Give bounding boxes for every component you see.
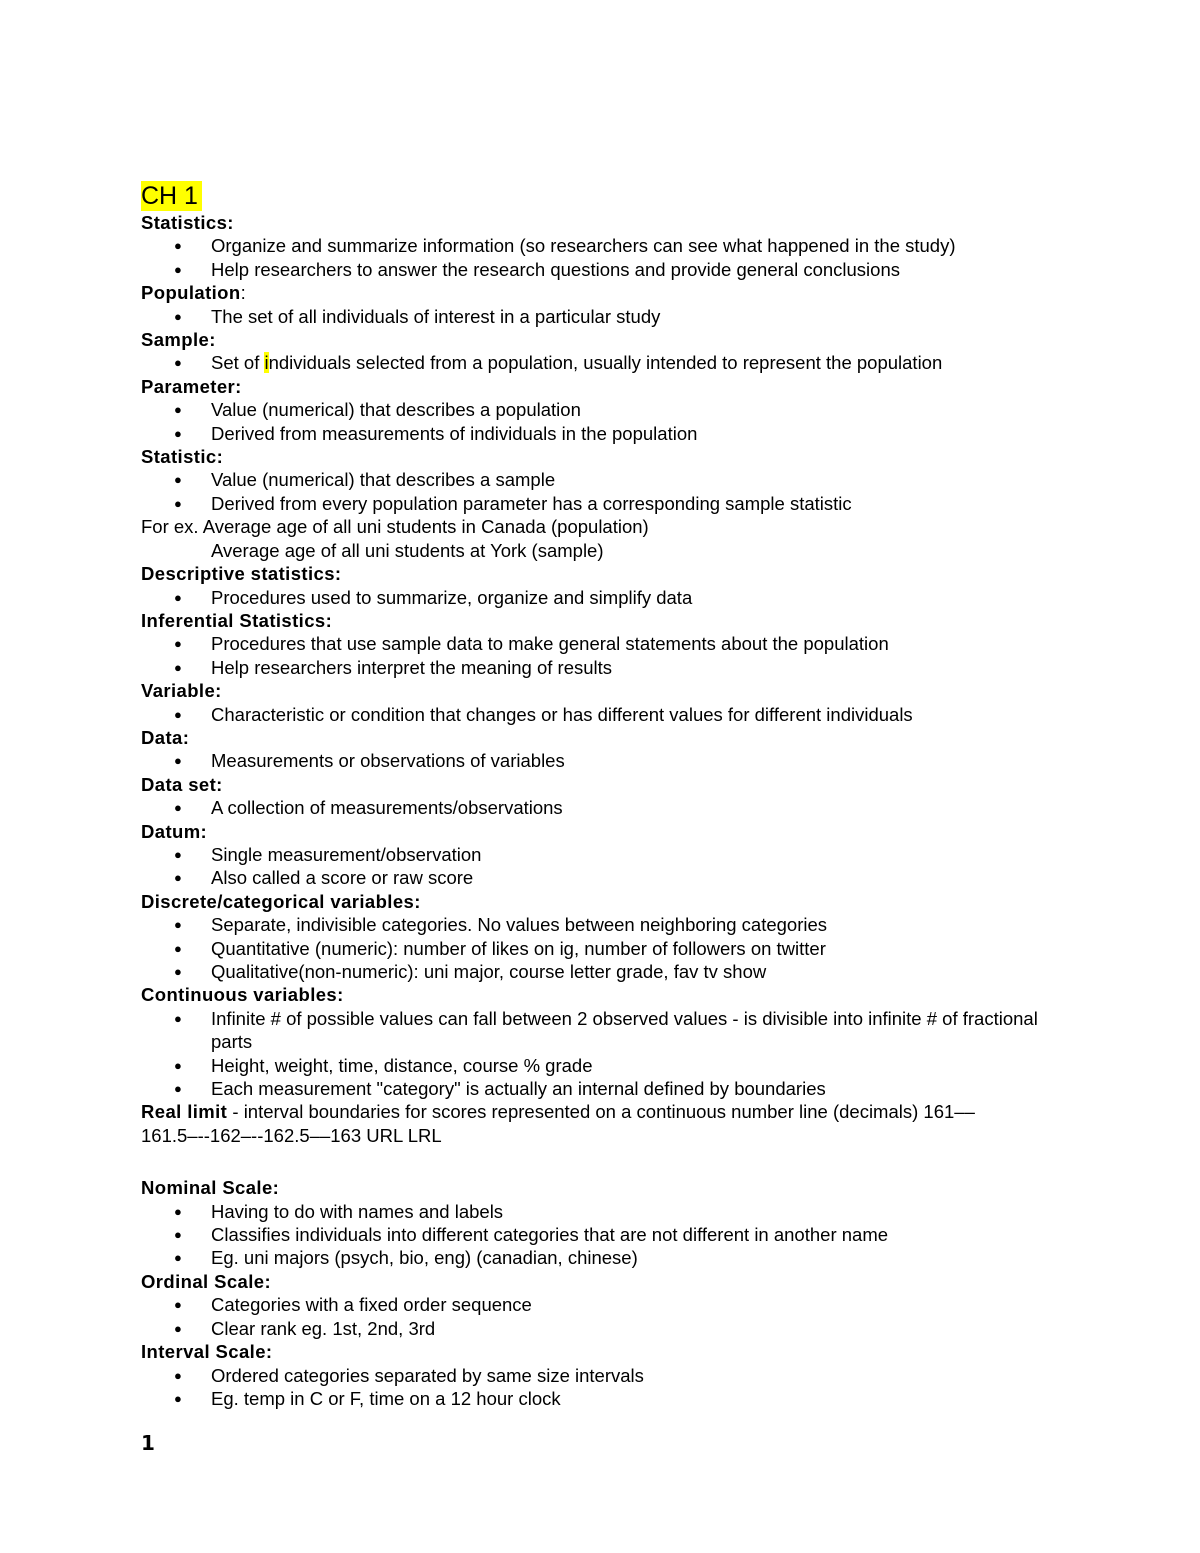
list-item: ● Single measurement/observation bbox=[141, 843, 1056, 866]
term-heading-descriptive-statistics: Descriptive statistics: bbox=[141, 563, 342, 585]
bullet-list-ordinal bbox=[141, 1293, 1056, 1340]
term-heading-ordinal-scale: Ordinal Scale: bbox=[141, 1270, 272, 1292]
bullet-list-nominal bbox=[141, 1200, 1056, 1270]
list-item: ● Value (numerical) that describes a sample bbox=[141, 468, 1056, 491]
blank-line bbox=[141, 1147, 1056, 1176]
term-heading-statistic: Statistic: bbox=[141, 446, 224, 468]
list-item: ● Eg. temp in C or F, time on a 12 hour clock bbox=[141, 1387, 1056, 1410]
list-item: ● Characteristic or condition that changes or has different values for different individuals bbox=[141, 703, 1056, 726]
list-item: ● Having to do with names and labels bbox=[141, 1200, 1056, 1223]
list-item: ● Categories with a fixed order sequence bbox=[141, 1293, 1056, 1316]
highlighted-letter: i bbox=[264, 352, 269, 374]
list-item: ● Organize and summarize information (so researchers can see what happened in the study) bbox=[141, 234, 1056, 257]
list-item: ● Separate, indivisible categories. No values between neighboring categories bbox=[141, 913, 1056, 936]
list-item bbox=[141, 351, 1056, 374]
real-limit-line bbox=[141, 1100, 1056, 1123]
term-heading-data-set: Data set: bbox=[141, 773, 223, 795]
list-item: ● Help researchers interpret the meaning of results bbox=[141, 656, 1056, 679]
list-item: ● Clear rank eg. 1st, 2nd, 3rd bbox=[141, 1317, 1056, 1340]
bullet-list-variable bbox=[141, 703, 1056, 726]
term-heading-variable: Variable: bbox=[141, 680, 222, 702]
term-heading-population bbox=[141, 281, 1056, 304]
bullet-list-interval bbox=[141, 1364, 1056, 1411]
page-number: 1 bbox=[141, 1431, 155, 1455]
list-item: ● Help researchers to answer the research questions and provide general conclusions bbox=[141, 258, 1056, 281]
list-item: ● A collection of measurements/observations bbox=[141, 796, 1056, 819]
bullet-list-continuous bbox=[141, 1007, 1056, 1101]
bullet-list-descriptive bbox=[141, 586, 1056, 609]
list-item: ● Height, weight, time, distance, course % grade bbox=[141, 1054, 1056, 1077]
term-heading-nominal-scale: Nominal Scale: bbox=[141, 1177, 280, 1199]
list-item: ● Also called a score or raw score bbox=[141, 866, 1056, 889]
list-item: ● Procedures that use sample data to make general statements about the population bbox=[141, 632, 1056, 655]
term-heading-continuous-variables: Continuous variables: bbox=[141, 984, 344, 1006]
term-heading-statistics: Statistics: bbox=[141, 212, 234, 233]
list-item: ● Derived from measurements of individuals in the population bbox=[141, 422, 1056, 445]
real-limit-continuation: 161.5–--162–--162.5––163 URL LRL bbox=[141, 1124, 442, 1146]
page-content bbox=[141, 181, 1056, 1410]
term-heading-inferential-statistics: Inferential Statistics: bbox=[141, 609, 333, 631]
list-item: ● Each measurement "category" is actually an internal defined by boundaries bbox=[141, 1077, 1056, 1100]
list-item: ● Measurements or observations of variables bbox=[141, 749, 1056, 772]
list-item: ● Classifies individuals into different categories that are not different in another name bbox=[141, 1223, 1056, 1246]
example-line-indented: Average age of all uni students at York (sample) bbox=[211, 539, 604, 561]
list-item: ● Derived from every population parameter has a corresponding sample statistic bbox=[141, 492, 1056, 515]
list-item: ● Procedures used to summarize, organize and simplify data bbox=[141, 586, 1056, 609]
list-item: ● Ordered categories separated by same size intervals bbox=[141, 1364, 1056, 1387]
bullet-list-inferential bbox=[141, 632, 1056, 679]
bullet-list-data bbox=[141, 749, 1056, 772]
bullet-list-parameter bbox=[141, 398, 1056, 445]
example-line: For ex. Average age of all uni students in Canada (population) bbox=[141, 516, 649, 538]
term-heading-sample: Sample: bbox=[141, 329, 216, 351]
bullet-list-datum bbox=[141, 843, 1056, 890]
bullet-list-data-set bbox=[141, 796, 1056, 819]
term-heading-interval-scale: Interval Scale: bbox=[141, 1341, 273, 1363]
real-limit-definition: - interval boundaries for scores represented on a continuous number line (decimals) 161–– bbox=[227, 1101, 975, 1123]
list-item: ● Value (numerical) that describes a population bbox=[141, 398, 1056, 421]
list-item: ● Eg. uni majors (psych, bio, eng) (canadian, chinese) bbox=[141, 1246, 1056, 1269]
term-heading-parameter: Parameter: bbox=[141, 375, 242, 397]
chapter-title: CH 1 bbox=[141, 181, 202, 211]
list-item: ● Infinite # of possible values can fall between 2 observed values - is divisible into infinite # of fractional parts bbox=[141, 1007, 1056, 1054]
bullet-list-discrete bbox=[141, 913, 1056, 983]
bullet-list-sample bbox=[141, 351, 1056, 374]
text-before: Set of bbox=[211, 352, 265, 374]
term-heading-real-limit: Real limit bbox=[141, 1101, 228, 1123]
term-heading-data: Data: bbox=[141, 726, 190, 748]
term-heading-discrete-variables: Discrete/categorical variables: bbox=[141, 890, 421, 912]
bullet-list-statistics bbox=[141, 234, 1056, 281]
bullet-list-statistic bbox=[141, 468, 1056, 515]
list-item: ● The set of all individuals of interest in a particular study bbox=[141, 305, 1056, 328]
bullet-list-population bbox=[141, 305, 1056, 328]
heading-suffix: : bbox=[240, 282, 247, 304]
heading-text: Population bbox=[141, 282, 241, 304]
list-item: ● Qualitative(non-numeric): uni major, course letter grade, fav tv show bbox=[141, 960, 1056, 983]
term-heading-datum: Datum: bbox=[141, 820, 208, 842]
list-item: ● Quantitative (numeric): number of likes on ig, number of followers on twitter bbox=[141, 937, 1056, 960]
text-after: ndividuals selected from a population, usually intended to represent the population bbox=[268, 352, 943, 374]
